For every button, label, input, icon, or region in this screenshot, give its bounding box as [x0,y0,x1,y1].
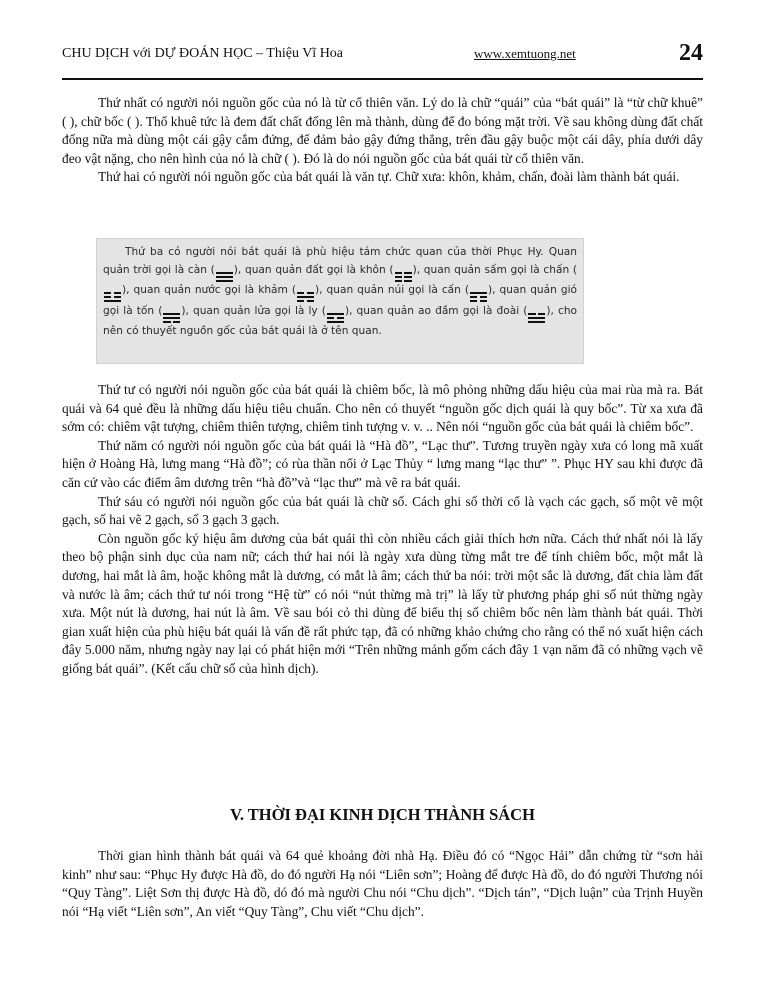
trigram-zhen-icon [104,292,121,303]
paragraph: Thứ nhất có người nói nguồn gốc của nó là từ cổ thiên văn. Lý do là chữ “quái” của “bát quái” là “từ chữ khuê” ( ), chữ bốc ( ). Thổ khuê tức là đem đất chất đống lên mà thành, dùng để đo bóng mặt trời. Về sau không dùng đất chất đống nữa mà dùng một cái gậy cắm đứng, để đảm bảo gậy đứng thẳng, trên đầu gậy buộc một cái dây, phía dưới dây đeo vật nặng, cho nên hình của nó là chữ ( ). Đó là do nói nguồn gốc của bát quái từ cổ thiên văn. [62,95,703,166]
section-heading: V. THỜI ĐẠI KINH DỊCH THÀNH SÁCH [230,805,535,824]
trigram-li-icon [327,312,344,323]
paragraph: Thứ sáu có người nói nguồn gốc của bát quái là chữ số. Cách ghi số thời cổ là vạch các gạch, số một vẽ một gạch, số hai vẽ 2 gạch, số 3 gạch 3 gạch. [62,493,703,528]
scanned-excerpt [96,238,584,364]
paragraph: Thời gian hình thành bát quái và 64 quẻ khoảng đời nhà Hạ. Điều đó có “Ngọc Hải” dẫn chứng từ “sơn hải kinh” như sau: “Phục Hy được Hà đồ, do đó người Hạ nói “Liên sơn”; Hoàng đế được Hà đồ, do đó người Thương nói “Quy Tàng”. Liệt Sơn thị được Hà đồ, dó đó mà người Chu nói “Chu dịch”. “Dịch tán”, “Dịch luận” của Trịnh Huyền nói “Hạ viết “Liên sơn”, An viết “Quy Tàng”, Chu viết “Chu dịch”. [62,848,703,919]
trigram-dui-icon [528,312,545,323]
page-number: 24 [679,40,703,66]
scan-paragraph: Thứ ba có người nói bát quái là phù hiệu tám chức quan của thời Phục Hy. Quan quản trời gọi là càn ( ), quan quản đất gọi là khôn ( ), quan quản sấm gọi là chấn ( ), quan quản nước gọi là khảm ( ), quan quản núi gọi là cấn ( ), quan quản gió gọi là tốn ( ), quan quản lửa gọi là ly ( ), quan quản ao đầm gọi là đoài ( ), cho nên có thuyết nguồn gốc của bát quái là ở tên quan. [103,246,578,338]
paragraph: Thứ hai có người nói nguồn gốc của bát quái là văn tự. Chữ xưa: khôn, khảm, chấn, đoài làm thành bát quái. [98,169,680,185]
website-link[interactable]: www.xemtuong.net [474,46,576,61]
trigram-kun-icon [395,271,412,282]
paragraph: Thứ tư có người nói nguồn gốc của bát quái là chiêm bốc, là mô phỏng những dấu hiệu của mai rùa mà ra. Bát quái và 64 quẻ đều là những dấu hiệu tiêu chuẩn. Cho nên có thuyết “nguồn gốc dịch quái là quy bốc”. Từ xa xưa đã sớm có: chiêm vật tượng, chiêm thiên tượng, chiêm tinh tượng v. v. .. Nên nói “nguồn gốc của bát quái là chiêm bốc”. [62,382,703,435]
main-text [62,381,703,679]
page-header [62,38,703,80]
trigram-xun-icon [163,312,180,323]
book-title: CHU DỊCH với DỰ ĐOÁN HỌC – Thiệu Vĩ Hoa [62,46,344,61]
closing-text [62,847,703,921]
trigram-qian-icon [216,271,233,282]
paragraph: Còn nguồn gốc ký hiệu âm dương của bát quái thì còn nhiều cách giải thích hơn nữa. Cách thứ nhất nói là lấy theo bộ phận sinh dục của nam nữ; cách thứ hai nói là ngày xưa dùng từng mắt tre để tính chiêm bốc, một mắt là dương, hai mắt là âm, hoặc không mắt là dương, có mắt là âm; cách thứ ba nói: trời một sắc là dương, đất chia làm đất và nước là âm; cách thứ tư nói trong “Hệ từ” có nói “nút thừng mà trị” là lấy từ phương pháp ghi số nút thừng ngày xưa. Một nút là dương, hai nút là âm. Về sau bói cỏ thi dùng để biểu thị số chiêm bốc nên làm thành bát quái. Thời gian xuất hiện của phù hiệu bát quái là vấn đề rất phức tạp, đã có những khảo chứng cho rằng có thể nó xuất hiện cách đây 5.000 năm, nhưng ngày nay lại có phát hiện mới “Trên những mảnh gốm cách đây 1 vạn năm đã có những vạch vẽ giống bát quái”. (Kết cấu chữ số của hình dịch). [62,530,703,676]
trigram-kan-icon [297,292,314,303]
paragraph: Thứ năm có người nói nguồn gốc của bát quái là “Hà đồ”, “Lạc thư”. Tương truyền ngày xưa có long mã xuất hiện ở Hoàng Hà, lưng mang “Hà đồ”; có rùa thần nổi ở Lạc Thủy “ lưng mang “lạc thư” ”. Phục HY sau khi được đã căn cứ vào các điểm âm dương trên “hà đồ”và “lạc thư” mà vẽ ra bát quái. [62,437,703,490]
intro-text [62,94,703,187]
trigram-gen-icon [470,292,487,303]
